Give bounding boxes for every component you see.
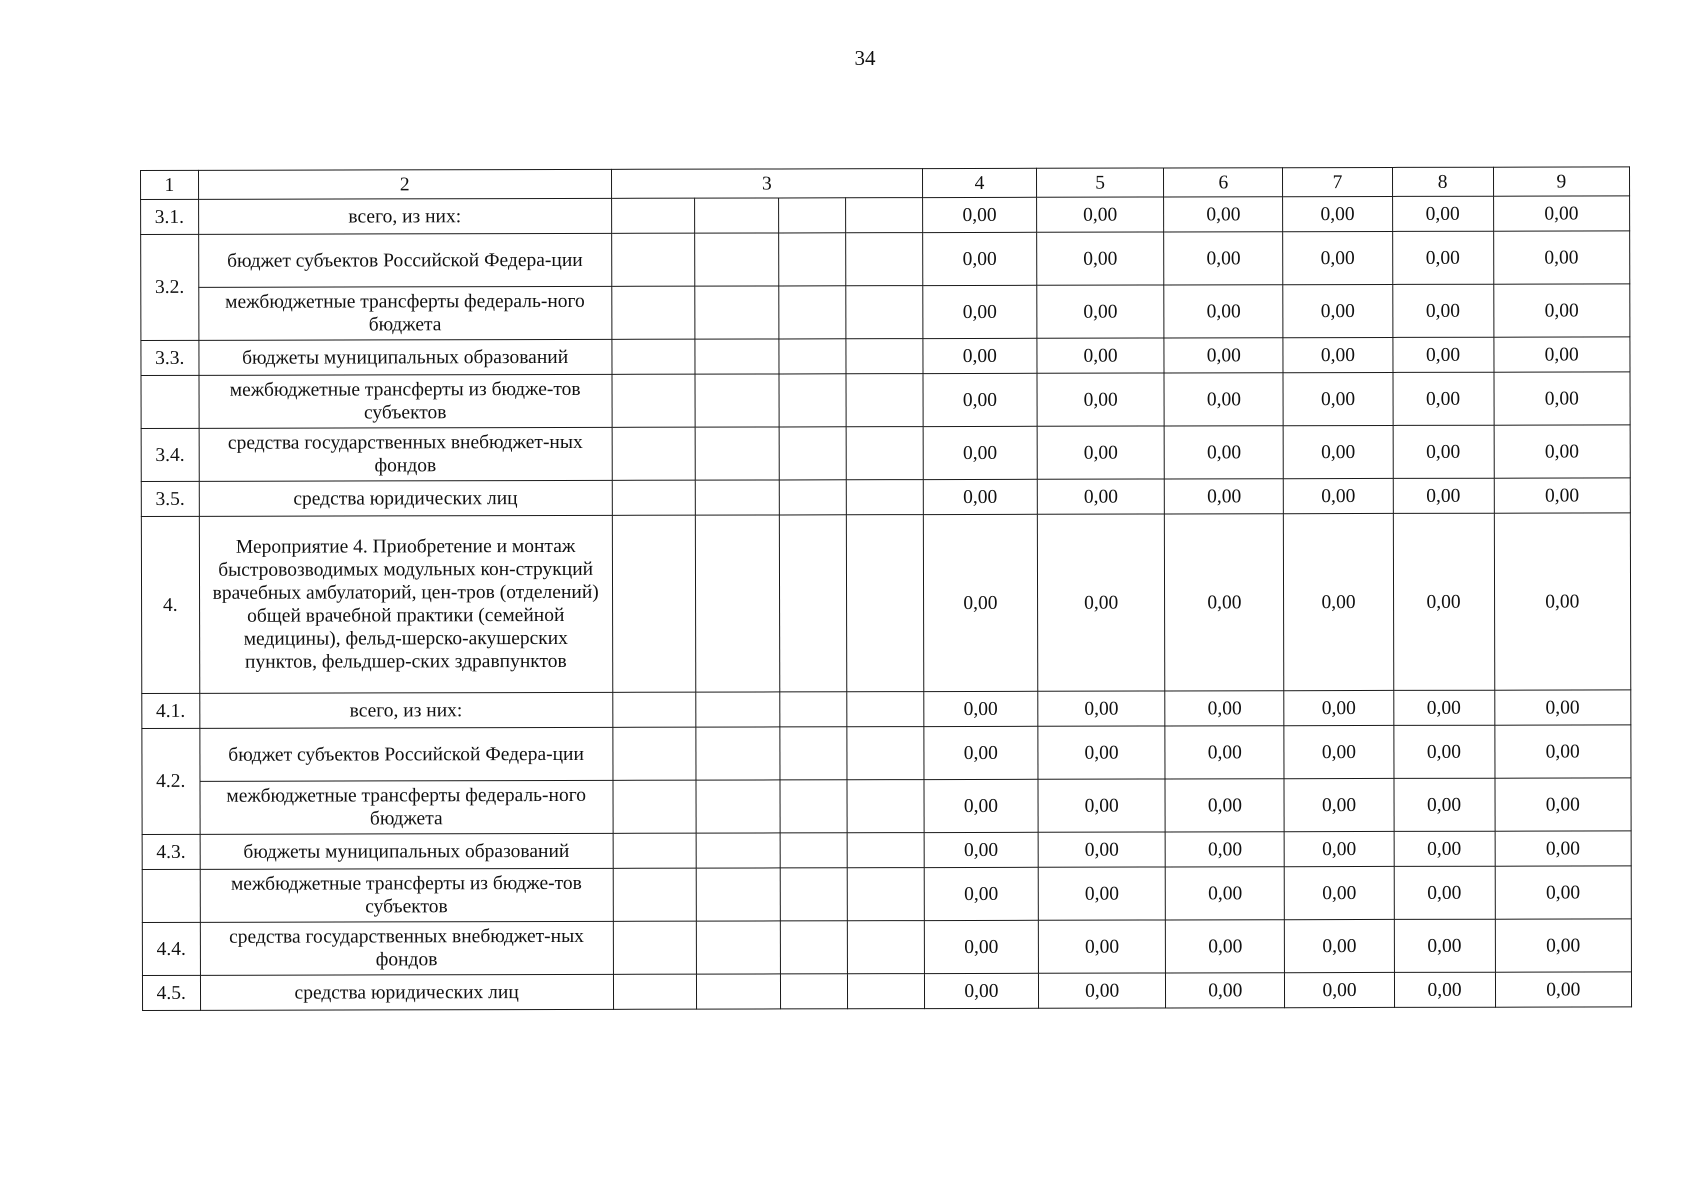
value-cell: 0,00 xyxy=(924,726,1038,779)
value-cell: 0,00 xyxy=(1164,338,1283,373)
row-number: 4.1. xyxy=(142,693,200,728)
column-header: 3 xyxy=(611,169,922,199)
value-cell: 0,00 xyxy=(1038,867,1165,920)
empty-cell xyxy=(612,286,695,339)
empty-cell xyxy=(694,339,779,374)
value-cell: 0,00 xyxy=(923,338,1037,373)
value-cell: 0,00 xyxy=(1165,479,1284,514)
empty-cell xyxy=(613,692,696,727)
empty-cell xyxy=(781,974,848,1009)
value-cell: 0,00 xyxy=(1283,337,1392,372)
value-cell: 0,00 xyxy=(1495,778,1632,831)
empty-cell xyxy=(695,692,780,727)
empty-cell xyxy=(695,515,780,692)
value-cell: 0,00 xyxy=(924,779,1038,832)
table-row xyxy=(142,866,1631,923)
value-cell: 0,00 xyxy=(1037,514,1165,691)
row-description: средства юридических лиц xyxy=(199,480,612,516)
value-cell: 0,00 xyxy=(1394,866,1495,919)
value-cell: 0,00 xyxy=(924,920,1038,973)
row-number xyxy=(141,375,199,428)
value-cell: 0,00 xyxy=(1037,338,1164,373)
value-cell: 0,00 xyxy=(1037,479,1164,514)
empty-cell xyxy=(780,727,847,780)
empty-cell xyxy=(612,480,695,515)
value-cell: 0,00 xyxy=(922,232,1036,285)
value-cell: 0,00 xyxy=(1164,232,1283,285)
empty-cell xyxy=(694,198,779,233)
table-row xyxy=(141,372,1630,429)
value-cell: 0,00 xyxy=(1285,831,1394,866)
value-cell: 0,00 xyxy=(1284,778,1393,831)
empty-cell xyxy=(779,198,846,233)
column-header: 2 xyxy=(198,169,611,199)
value-cell: 0,00 xyxy=(1037,426,1164,479)
empty-cell xyxy=(613,868,696,921)
value-cell: 0,00 xyxy=(1393,690,1494,725)
row-number: 3.2. xyxy=(141,234,199,340)
table-row xyxy=(141,337,1630,376)
value-cell: 0,00 xyxy=(1394,778,1495,831)
empty-cell xyxy=(779,374,846,427)
empty-cell xyxy=(612,374,695,427)
value-cell: 0,00 xyxy=(1038,779,1165,832)
value-cell: 0,00 xyxy=(1393,425,1494,478)
value-cell: 0,00 xyxy=(1284,513,1394,690)
value-cell: 0,00 xyxy=(1493,337,1630,372)
table-row xyxy=(141,196,1630,235)
row-number: 4.5. xyxy=(142,975,200,1010)
value-cell: 0,00 xyxy=(924,691,1038,726)
column-header: 7 xyxy=(1283,167,1392,196)
value-cell: 0,00 xyxy=(1038,832,1165,867)
empty-cell xyxy=(846,427,923,480)
empty-cell xyxy=(780,780,847,833)
empty-cell xyxy=(846,480,923,515)
empty-cell xyxy=(612,339,695,374)
value-cell: 0,00 xyxy=(1037,232,1164,285)
column-header: 1 xyxy=(141,170,199,199)
table-row xyxy=(141,231,1630,288)
value-cell: 0,00 xyxy=(1164,285,1283,338)
table-row xyxy=(142,778,1631,835)
value-cell: 0,00 xyxy=(1166,973,1285,1008)
value-cell: 0,00 xyxy=(1493,196,1630,231)
row-description: бюджет субъектов Российской Федера-ции xyxy=(198,233,611,287)
row-number: 3.1. xyxy=(141,199,199,234)
empty-cell xyxy=(779,233,846,286)
empty-cell xyxy=(696,780,781,833)
empty-cell xyxy=(846,339,923,374)
value-cell: 0,00 xyxy=(1495,831,1632,866)
value-cell: 0,00 xyxy=(1392,337,1493,372)
empty-cell xyxy=(695,427,780,480)
row-description: межбюджетные трансферты из бюдже-тов субъектов xyxy=(200,868,613,922)
empty-cell xyxy=(847,833,924,868)
empty-cell xyxy=(611,233,694,286)
value-cell: 0,00 xyxy=(1493,284,1630,337)
budget-table xyxy=(140,166,1632,1011)
empty-cell xyxy=(696,868,781,921)
table-row xyxy=(141,513,1630,694)
value-cell: 0,00 xyxy=(923,479,1037,514)
row-description: бюджеты муниципальных образований xyxy=(200,833,613,869)
column-header: 9 xyxy=(1493,167,1630,196)
value-cell: 0,00 xyxy=(1283,284,1392,337)
value-cell: 0,00 xyxy=(1284,725,1393,778)
value-cell: 0,00 xyxy=(1037,197,1164,232)
value-cell: 0,00 xyxy=(1165,867,1284,920)
empty-cell xyxy=(781,868,848,921)
row-description: средства государственных внебюджет-ных фондов xyxy=(200,921,613,975)
value-cell: 0,00 xyxy=(1283,231,1392,284)
table-row xyxy=(141,478,1630,517)
empty-cell xyxy=(779,339,846,374)
value-cell: 0,00 xyxy=(1392,284,1493,337)
value-cell: 0,00 xyxy=(1393,372,1494,425)
row-number: 3.4. xyxy=(141,428,199,481)
value-cell: 0,00 xyxy=(1494,513,1631,690)
row-number: 4.4. xyxy=(142,922,200,975)
value-cell: 0,00 xyxy=(1165,691,1284,726)
table-row xyxy=(142,831,1631,870)
column-header: 4 xyxy=(922,168,1036,197)
value-cell: 0,00 xyxy=(1394,972,1495,1007)
value-cell: 0,00 xyxy=(1494,372,1631,425)
row-description: Мероприятие 4. Приобретение и монтаж быстровозводимых модульных кон-струкций врачебных амбулаторий, цен-тров (отделений) общей врачебной практики (семейной медицины), фельд-шерско-акушерских пунктов, фельдшер-ских здравпунктов xyxy=(199,515,613,693)
value-cell: 0,00 xyxy=(923,373,1037,426)
column-header: 8 xyxy=(1392,167,1493,196)
row-description: межбюджетные трансферты федераль-ного бюджета xyxy=(200,780,613,834)
value-cell: 0,00 xyxy=(1165,726,1284,779)
empty-cell xyxy=(612,427,695,480)
value-cell: 0,00 xyxy=(1494,478,1631,513)
value-cell: 0,00 xyxy=(1393,478,1494,513)
value-cell: 0,00 xyxy=(1284,425,1393,478)
empty-cell xyxy=(695,374,780,427)
table-row xyxy=(142,690,1631,729)
row-description: средства государственных внебюджет-ных фондов xyxy=(199,427,612,481)
empty-cell xyxy=(694,286,779,339)
table-row xyxy=(142,972,1631,1011)
value-cell: 0,00 xyxy=(1494,725,1631,778)
value-cell: 0,00 xyxy=(1392,196,1493,231)
empty-cell xyxy=(780,427,847,480)
row-description: бюджеты муниципальных образований xyxy=(198,339,611,375)
empty-cell xyxy=(696,833,781,868)
empty-cell xyxy=(613,974,696,1009)
row-description: бюджет субъектов Российской Федера-ции xyxy=(199,727,612,781)
table-row xyxy=(142,919,1631,976)
row-number xyxy=(142,869,200,922)
row-description: межбюджетные трансферты федераль-ного бюджета xyxy=(198,286,611,340)
table-row xyxy=(142,725,1631,782)
value-cell: 0,00 xyxy=(1392,231,1493,284)
table-row xyxy=(141,284,1630,341)
value-cell: 0,00 xyxy=(1393,513,1494,690)
value-cell: 0,00 xyxy=(1393,725,1494,778)
value-cell: 0,00 xyxy=(1494,425,1631,478)
value-cell: 0,00 xyxy=(1164,197,1283,232)
row-number: 3.3. xyxy=(141,340,199,375)
value-cell: 0,00 xyxy=(1394,919,1495,972)
row-number: 4.2. xyxy=(142,728,200,834)
empty-cell xyxy=(694,233,779,286)
value-cell: 0,00 xyxy=(1494,690,1631,725)
empty-cell xyxy=(613,921,696,974)
row-number: 4. xyxy=(141,516,199,693)
value-cell: 0,00 xyxy=(924,867,1038,920)
empty-cell xyxy=(695,727,780,780)
value-cell: 0,00 xyxy=(924,832,1038,867)
empty-cell xyxy=(780,515,847,692)
empty-cell xyxy=(846,515,923,692)
empty-cell xyxy=(847,780,924,833)
column-header: 5 xyxy=(1036,168,1163,197)
empty-cell xyxy=(695,480,780,515)
row-description: всего, из них: xyxy=(199,692,612,728)
value-cell: 0,00 xyxy=(1495,972,1632,1007)
value-cell: 0,00 xyxy=(1164,373,1283,426)
value-cell: 0,00 xyxy=(1284,478,1393,513)
value-cell: 0,00 xyxy=(1284,690,1393,725)
value-cell: 0,00 xyxy=(1285,866,1394,919)
empty-cell xyxy=(779,286,846,339)
value-cell: 0,00 xyxy=(1283,372,1392,425)
value-cell: 0,00 xyxy=(1493,231,1630,284)
value-cell: 0,00 xyxy=(1495,866,1632,919)
row-description: межбюджетные трансферты из бюдже-тов субъектов xyxy=(199,374,612,428)
empty-cell xyxy=(780,692,847,727)
row-number: 3.5. xyxy=(141,481,199,516)
column-header: 6 xyxy=(1164,168,1283,197)
empty-cell xyxy=(847,921,924,974)
value-cell: 0,00 xyxy=(1165,779,1284,832)
empty-cell xyxy=(848,974,925,1009)
value-cell: 0,00 xyxy=(1037,285,1164,338)
value-cell: 0,00 xyxy=(922,197,1036,232)
value-cell: 0,00 xyxy=(1165,514,1285,691)
value-cell: 0,00 xyxy=(923,514,1038,691)
table-header-row xyxy=(141,167,1630,200)
value-cell: 0,00 xyxy=(1166,920,1285,973)
empty-cell xyxy=(696,921,781,974)
value-cell: 0,00 xyxy=(1038,973,1165,1008)
value-cell: 0,00 xyxy=(1037,373,1164,426)
empty-cell xyxy=(696,974,781,1009)
value-cell: 0,00 xyxy=(1164,426,1283,479)
empty-cell xyxy=(847,727,924,780)
table-row xyxy=(141,425,1630,482)
empty-cell xyxy=(846,286,923,339)
empty-cell xyxy=(847,692,924,727)
value-cell: 0,00 xyxy=(1165,832,1284,867)
row-number: 4.3. xyxy=(142,834,200,869)
value-cell: 0,00 xyxy=(1038,691,1165,726)
value-cell: 0,00 xyxy=(1283,196,1392,231)
empty-cell xyxy=(611,198,694,233)
empty-cell xyxy=(613,833,696,868)
empty-cell xyxy=(613,780,696,833)
empty-cell xyxy=(780,480,847,515)
empty-cell xyxy=(613,727,696,780)
value-cell: 0,00 xyxy=(1285,972,1394,1007)
row-description: средства юридических лиц xyxy=(200,974,613,1010)
value-cell: 0,00 xyxy=(923,285,1037,338)
empty-cell xyxy=(847,868,924,921)
value-cell: 0,00 xyxy=(1038,920,1165,973)
empty-cell xyxy=(781,921,848,974)
empty-cell xyxy=(846,374,923,427)
value-cell: 0,00 xyxy=(1285,919,1394,972)
empty-cell xyxy=(781,833,848,868)
value-cell: 0,00 xyxy=(924,973,1038,1008)
page-number: 34 xyxy=(854,46,876,70)
row-description: всего, из них: xyxy=(198,198,611,234)
empty-cell xyxy=(846,233,923,286)
empty-cell xyxy=(612,515,695,692)
value-cell: 0,00 xyxy=(1394,831,1495,866)
value-cell: 0,00 xyxy=(1495,919,1632,972)
empty-cell xyxy=(846,198,923,233)
value-cell: 0,00 xyxy=(1038,726,1165,779)
value-cell: 0,00 xyxy=(923,426,1037,479)
